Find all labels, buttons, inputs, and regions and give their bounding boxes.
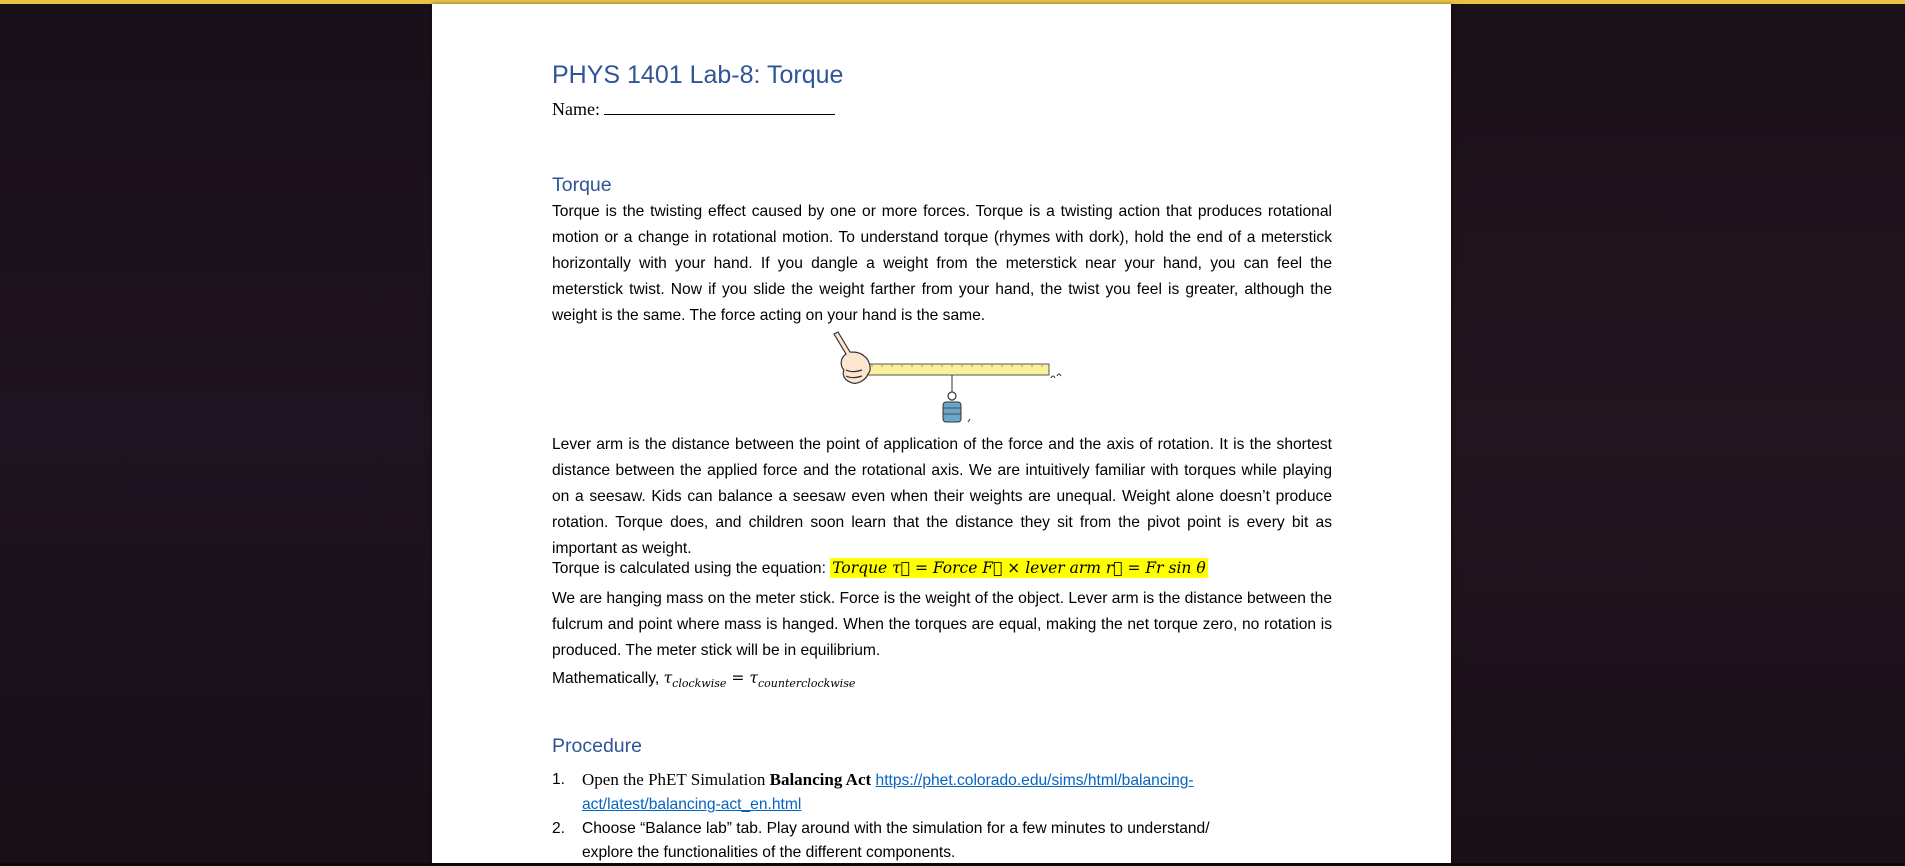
meterstick-illustration — [832, 330, 1072, 430]
math-line — [552, 669, 855, 690]
name-label: Name: — [552, 99, 600, 119]
step-number: 2. — [552, 820, 566, 837]
procedure-step-2 — [552, 817, 1332, 865]
procedure-step-1 — [552, 768, 1332, 817]
equation-intro: Torque is calculated using the equation: — [552, 560, 831, 577]
paragraph-lever-arm: Lever arm is the distance between the point of application of the force and the axis of rotation. It is the shortest distance between the applied force and the rotational axis. We are intuitively familiar with torques while playing on a seesaw. Kids can balance a seesaw even when their weights are unequal. Weight alone doesn’t produce rotation. Torque does, and children soon learn that the distance they sit from the pivot point is every bit as important as weight. — [552, 436, 1332, 557]
tau-counterclockwise: $\tau_{counterclockwise}$ — [749, 669, 856, 691]
tau-clockwise: $\tau_{clockwise}$ — [663, 669, 727, 691]
background-left — [0, 0, 432, 866]
paragraph-equilibrium: We are hanging mass on the meter stick. Force is the weight of the object. Lever arm is the distance between the fulcrum and point where mass is hanged. When the torques are equal, making the net torque zero, no rotation is produced. The meter stick will be in equilibrium. — [552, 590, 1332, 659]
hanging-weight — [943, 402, 961, 422]
math-equals: = — [726, 669, 750, 687]
procedure-list — [552, 768, 1332, 865]
hand — [834, 332, 870, 383]
sim-name: Balancing Act — [769, 770, 872, 789]
section-heading-torque: Torque — [552, 174, 612, 196]
background-right — [1451, 0, 1905, 866]
step-text-line1: Choose “Balance lab” tab. Play around with the simulation for a few minutes to understand/ — [582, 820, 1210, 837]
paragraph-torque-intro: Torque is the twisting effect caused by one or more forces. Torque is a twisting action that produces rotational motion or a change in rotational motion. To understand torque (rhymes with dork), hold the end of a meterstick horizontally with your hand. If you dangle a weight from the meterstick near your hand, you can feel the meterstick twist. Now if you slide the weight farther from your hand, the twist you feel is greater, although the weight is the same. The force acting on your hand is the same. — [552, 203, 1332, 324]
equation-line — [552, 559, 1208, 578]
torque-equation: Torque τ⃗ = Force F⃗ × lever arm r⃗ = Fr sin θ — [832, 559, 1206, 577]
math-intro: Mathematically, — [552, 670, 664, 687]
step-text-line2: explore the functionalities of the different components. — [582, 844, 956, 861]
section-heading-procedure: Procedure — [552, 735, 642, 757]
name-blank-line[interactable] — [604, 97, 835, 115]
name-field — [552, 97, 835, 120]
phet-link[interactable]: https://phet.colorado.edu/sims/html/balancing- act/latest/balancing-act_en.html — [582, 772, 1194, 813]
document-page[interactable] — [432, 4, 1451, 866]
step-number: 1. — [552, 771, 566, 788]
step-text: Open the PhET Simulation — [582, 770, 770, 789]
document-title: PHYS 1401 Lab-8: Torque — [552, 61, 844, 89]
